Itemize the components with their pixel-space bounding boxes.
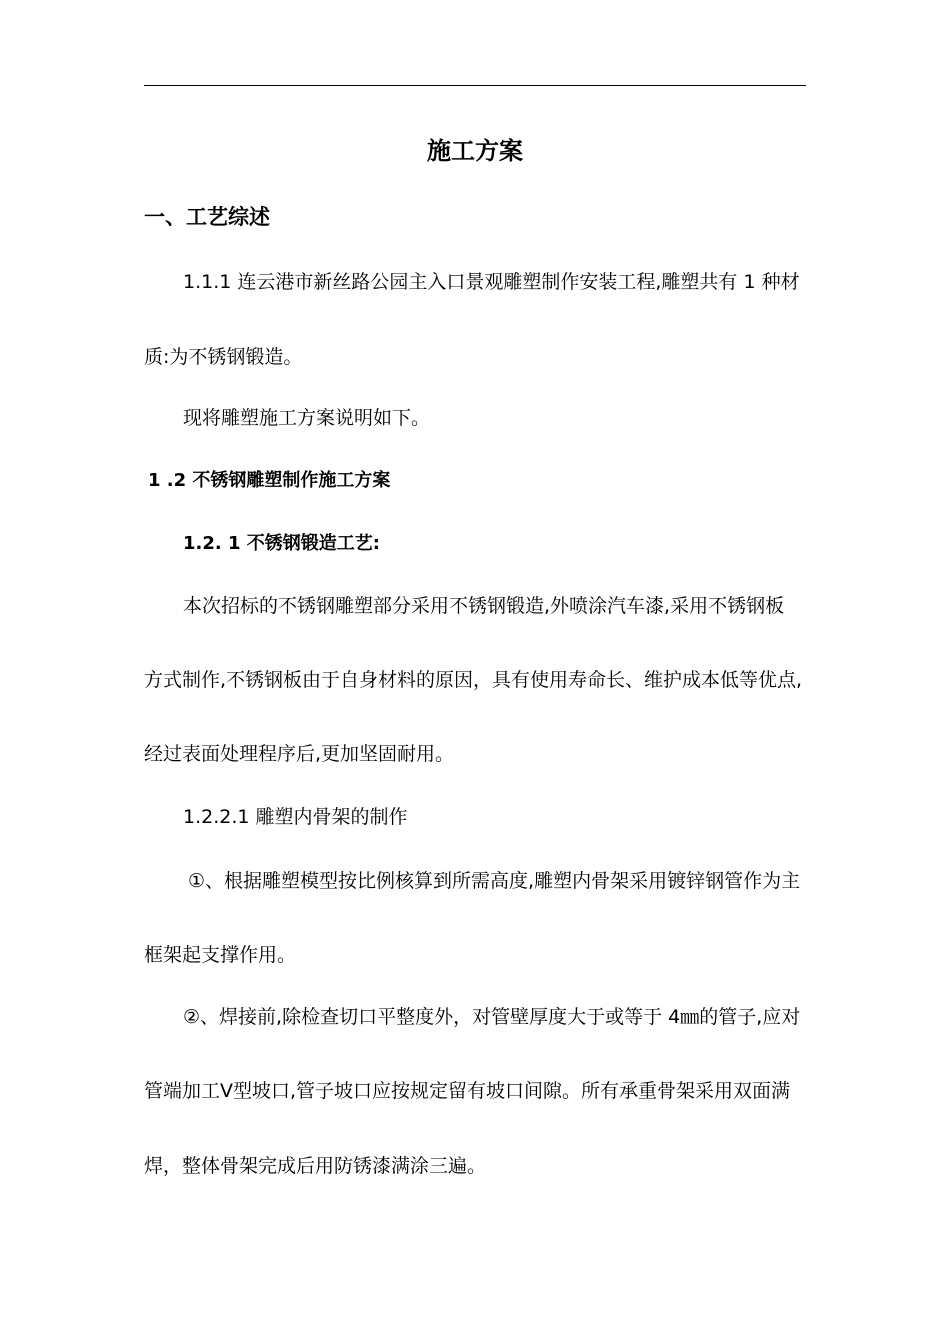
section-heading: 一、工艺综述	[144, 205, 270, 229]
paragraph-3-line-3: 经过表面处理程序后,更加坚固耐用。	[144, 743, 455, 765]
paragraph-6-line-1: ②、焊接前,除检查切口平整度外，对管壁厚度大于或等于 4㎜的管子,应对	[183, 1006, 801, 1028]
paragraph-1-line-2: 质:为不锈钢锻造。	[144, 346, 303, 368]
document-title: 施工方案	[427, 137, 523, 165]
paragraph-6-line-2: 管端加工Ⅴ型坡口,管子坡口应按规定留有坡口间隙。所有承重骨架采用双面满	[144, 1080, 791, 1102]
paragraph-2: 现将雕塑施工方案说明如下。	[183, 407, 431, 429]
paragraph-3-line-2: 方式制作,不锈钢板由于自身材料的原因，具有使用寿命长、维护成本低等优点,	[144, 669, 803, 691]
paragraph-6-line-3: 焊，整体骨架完成后用防锈漆满涂三遍。	[144, 1155, 487, 1177]
subheading-1-2: 1 .2 不锈钢雕塑制作施工方案	[148, 470, 391, 491]
paragraph-3-line-1: 本次招标的不锈钢雕塑部分采用不锈钢锻造,外喷涂汽车漆,采用不锈钢板	[183, 595, 785, 617]
header-rule	[144, 85, 806, 86]
paragraph-5-line-1: ①、根据雕塑模型按比例核算到所需高度,雕塑内骨架采用镀锌钢管作为主	[188, 870, 801, 892]
paragraph-5-line-2: 框架起支撑作用。	[144, 944, 297, 966]
paragraph-4: 1.2.2.1 雕塑内骨架的制作	[183, 806, 408, 828]
subheading-1-2-1: 1.2. 1 不锈钢锻造工艺:	[183, 533, 380, 554]
paragraph-1-line-1: 1.1.1 连云港市新丝路公园主入口景观雕塑制作安装工程,雕塑共有 1 种材	[183, 271, 800, 293]
